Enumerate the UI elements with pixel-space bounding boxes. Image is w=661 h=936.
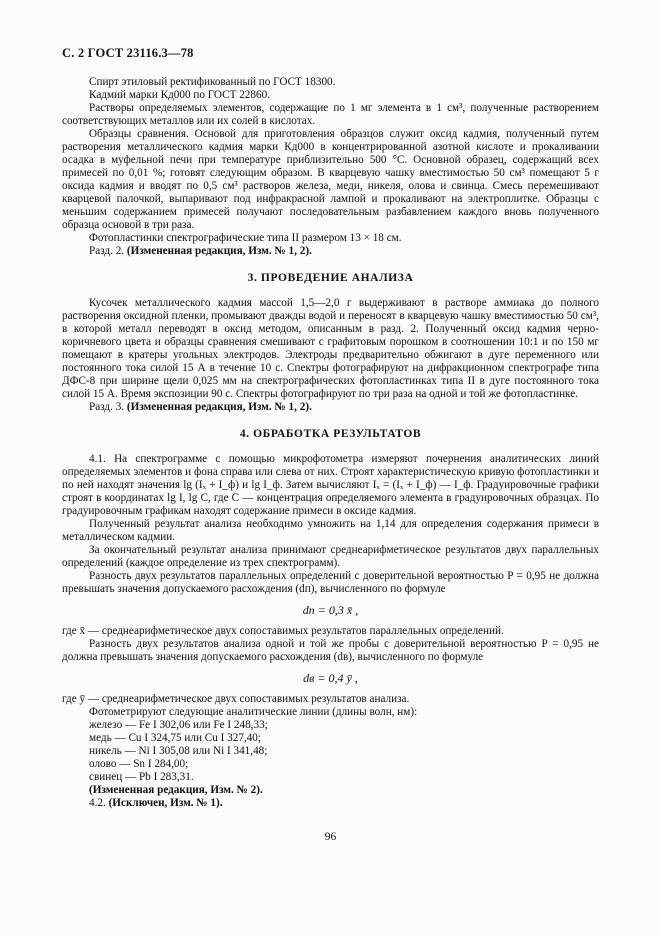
list-item: свинец — Pb I 283,31.: [89, 771, 194, 783]
paragraph: где ȳ — среднеарифметическое двух сопоставимых результатов анализа.: [62, 693, 410, 705]
section-title: 4. ОБРАБОТКА РЕЗУЛЬТАТОВ: [239, 428, 422, 440]
paragraph: [62, 797, 599, 810]
clause-number: 4.2.: [89, 797, 109, 809]
amendment-note: (Измененная редакция, Изм. № 2).: [89, 784, 263, 796]
paragraph: Кусочек металлического кадмия массой 1,5—2,0 г выдерживают в растворе аммиака до полного растворения оксидной пленки, промывают дважды водой и переносят в кварцевую чашку вместимостью 50 см³, в которой металл переводят в оксид методом, описанным в разд. 2. Полученный оксид кадмия черно-коричневого цвета и образцы сравнения смешивают с графитовым порошком в соотношении 10:1 и по 150 мг помещают в кратеры угольных электродов. Электроды предварительно обжигают в дуге переменного или постоянного тока силой 15 А в течение 10 с. Спектры фотографируют на дифракционном спектрографе типа ДФС-8 при ширине щели 0,025 мм на спектрографических фотопластинках типа II в дуге постоянного тока силой 15 А. Время экспозиции 90 с. Спектры фотографируют по три раза на одной и той же фотопластинке.: [62, 297, 599, 400]
list-item: олово — Sn I 284,00;: [89, 758, 189, 770]
amendment-bold: (Исключен, Изм. № 1).: [108, 797, 223, 809]
formula: dв = 0,4 ȳ ,: [303, 671, 358, 685]
section-title: 3. ПРОВЕДЕНИЕ АНАЛИЗА: [247, 272, 414, 284]
list-item: никель — Ni I 305,08 или Ni I 341,48;: [89, 745, 268, 757]
paragraph: Разность двух результатов анализа одной и той же пробы с доверительной вероятностью P = 0,95 не должна превышать значения допускаемого расхождения (dв), вычисленного по формуле: [62, 638, 599, 663]
amendment-note: [62, 245, 599, 258]
paragraph: где x̄ — среднеарифметическое двух сопоставимых результатов параллельных определений.: [62, 625, 504, 637]
list-item: железо — Fe I 302,06 или Fe I 248,33;: [89, 719, 268, 731]
page-header: С. 2 ГОСТ 23116.3—78: [62, 46, 194, 60]
amendment-bold: (Измененная редакция, Изм. № 1, 2).: [126, 401, 312, 413]
paragraph: За окончательный результат анализа принимают среднеарифметическое результатов двух параллельных определений (каждое определение из трех спектрограмм).: [62, 544, 599, 569]
paragraph: Образцы сравнения. Основой для приготовления образцов служит оксид кадмия, полученный путем растворения металлического кадмия марки Кд000 в концентрированной азотной кислоте и прокаливании осадка в муфельной печи при температуре приблизительно 500 °С. Основной образец, содержащий всех примесей по 0,01 %; готовят следующим образом. В кварцевую чашку вместимостью 50 см³ помещают 5 г оксида кадмия и вводят по 0,5 см³ растворов железа, меди, никеля, олова и свинца. Смесь перемешивают кварцевой палочкой, выпаривают под инфракрасной лампой и прокаливают на электроплитке. Образцы с меньшим содержанием примесей получают последовательным разбавлением каждого вновь полученного образца основой в три раза.: [62, 128, 599, 231]
paragraph: Спирт этиловый ректификованный по ГОСТ 18300.: [89, 76, 336, 88]
paragraph: Разность двух результатов параллельных определений с доверительной вероятностью P = 0,95 не должна превышать значения допускаемого расхождения (dп), вычисленного по формуле: [62, 570, 599, 595]
paragraph: Фотометрируют следующие аналитические линии (длины волн, нм):: [89, 706, 418, 718]
paragraph: Растворы определяемых элементов, содержащие по 1 мг элемента в 1 см³, полученные растворением соответствующих металлов или их солей в кислотах.: [62, 102, 599, 127]
paragraph: Фотопластинки спектрографические типа II размером 13 × 18 см.: [89, 232, 402, 244]
amendment-prefix: Разд. 3.: [89, 401, 127, 413]
paragraph: 4.1. На спектрограмме с помощью микрофотометра измеряют почернения аналитических линий определяемых элементов и фона справа или слева от них. Строят характеристическую кривую фотопластинки и по ней находят значения lg (Iₓ + I_ф) и lg I_ф. Затем вычисляют Iₓ = (Iₓ + I_ф) — I_ф. Градуировочные графики строят в координатах lg I, lg C, где C — концентрация определяемого элемента в градуировочных образцах. По градуировочным графикам находят содержание примеси в оксиде кадмия.: [62, 453, 599, 517]
list-item: медь — Cu I 324,75 или Cu I 327,40;: [89, 732, 262, 744]
amendment-prefix: Разд. 2.: [89, 245, 127, 257]
paragraph: Кадмий марки Кд000 по ГОСТ 22860.: [89, 89, 270, 101]
document-body: [62, 76, 599, 810]
paragraph: Полученный результат анализа необходимо умножить на 1,14 для определения содержания примеси в металлическом кадмии.: [62, 518, 599, 543]
page-number: 96: [324, 831, 337, 843]
formula: dп = 0,3 x̄ ,: [302, 603, 359, 617]
amendment-note: [62, 401, 599, 414]
amendment-bold: (Измененная редакция, Изм. № 1, 2).: [126, 245, 312, 257]
